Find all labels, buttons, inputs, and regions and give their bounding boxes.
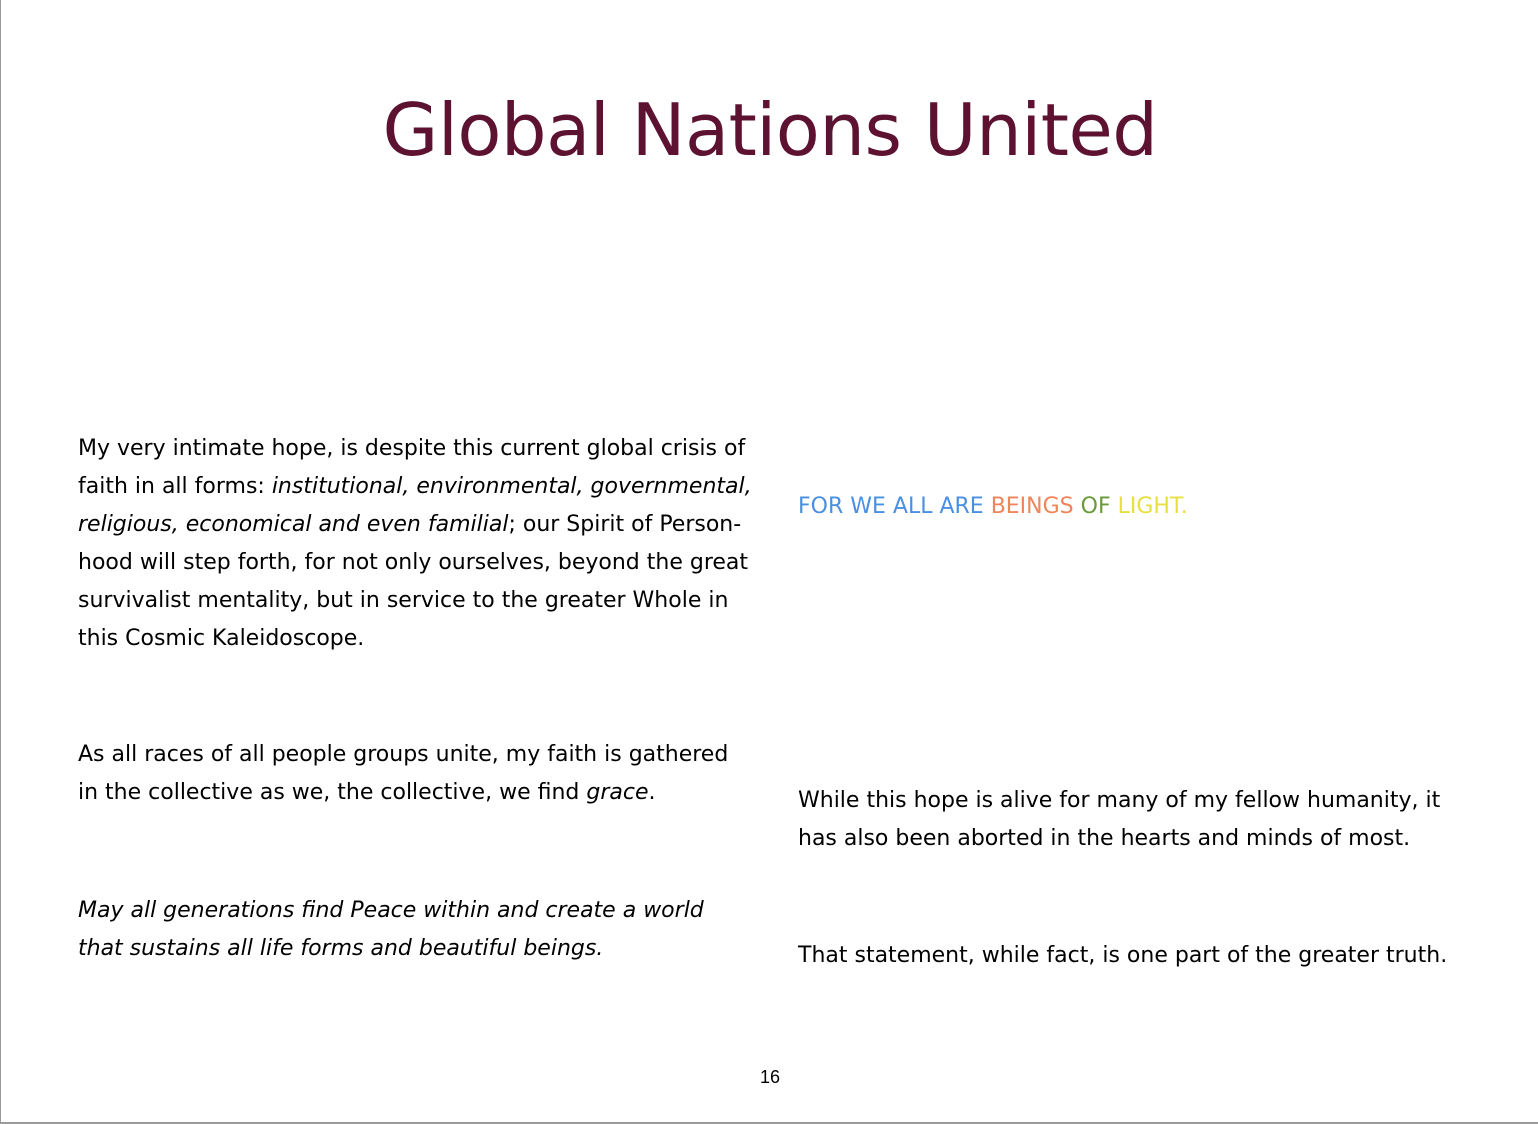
beings-of-light-line	[798, 488, 1188, 526]
text-line: That statement, while fact, is one part of the greater truth.	[798, 943, 1448, 968]
text-line: As all races of all people groups unite, my faith is gathered	[78, 742, 729, 767]
left-paragraph-1	[78, 430, 752, 658]
text-line: that sustains all life forms and beautiful beings.	[78, 936, 604, 961]
text-line: May all generations find Peace within and create a world	[78, 898, 704, 923]
text-line: religious, economical and even familial; our Spirit of Person-	[78, 512, 742, 537]
light-line-blue: FOR WE ALL ARE	[798, 494, 991, 519]
page-number: 16	[759, 1067, 781, 1087]
left-paragraph-2	[78, 736, 728, 812]
text-line: this Cosmic Kaleidoscope.	[78, 626, 365, 651]
text-line: in the collective as we, the collective, we find grace.	[78, 780, 656, 805]
right-paragraph-1	[798, 782, 1440, 858]
text-line: While this hope is alive for many of my fellow humanity, it	[798, 788, 1441, 813]
text-line: has also been aborted in the hearts and minds of most.	[798, 826, 1411, 851]
page-title: Global Nations United	[382, 88, 1158, 172]
text-line: faith in all forms: institutional, environmental, governmental,	[78, 474, 752, 499]
light-line-green: OF	[1080, 494, 1118, 519]
light-line-orange: BEINGS	[990, 494, 1081, 519]
text-line: My very intimate hope, is despite this current global crisis of	[78, 436, 746, 461]
text-line: hood will step forth, for not only ourselves, beyond the great	[78, 550, 749, 575]
text-line: survivalist mentality, but in service to the greater Whole in	[78, 588, 729, 613]
right-paragraph-2	[798, 937, 1447, 975]
light-line-yellow: LIGHT.	[1117, 494, 1188, 519]
left-paragraph-3	[78, 892, 704, 968]
